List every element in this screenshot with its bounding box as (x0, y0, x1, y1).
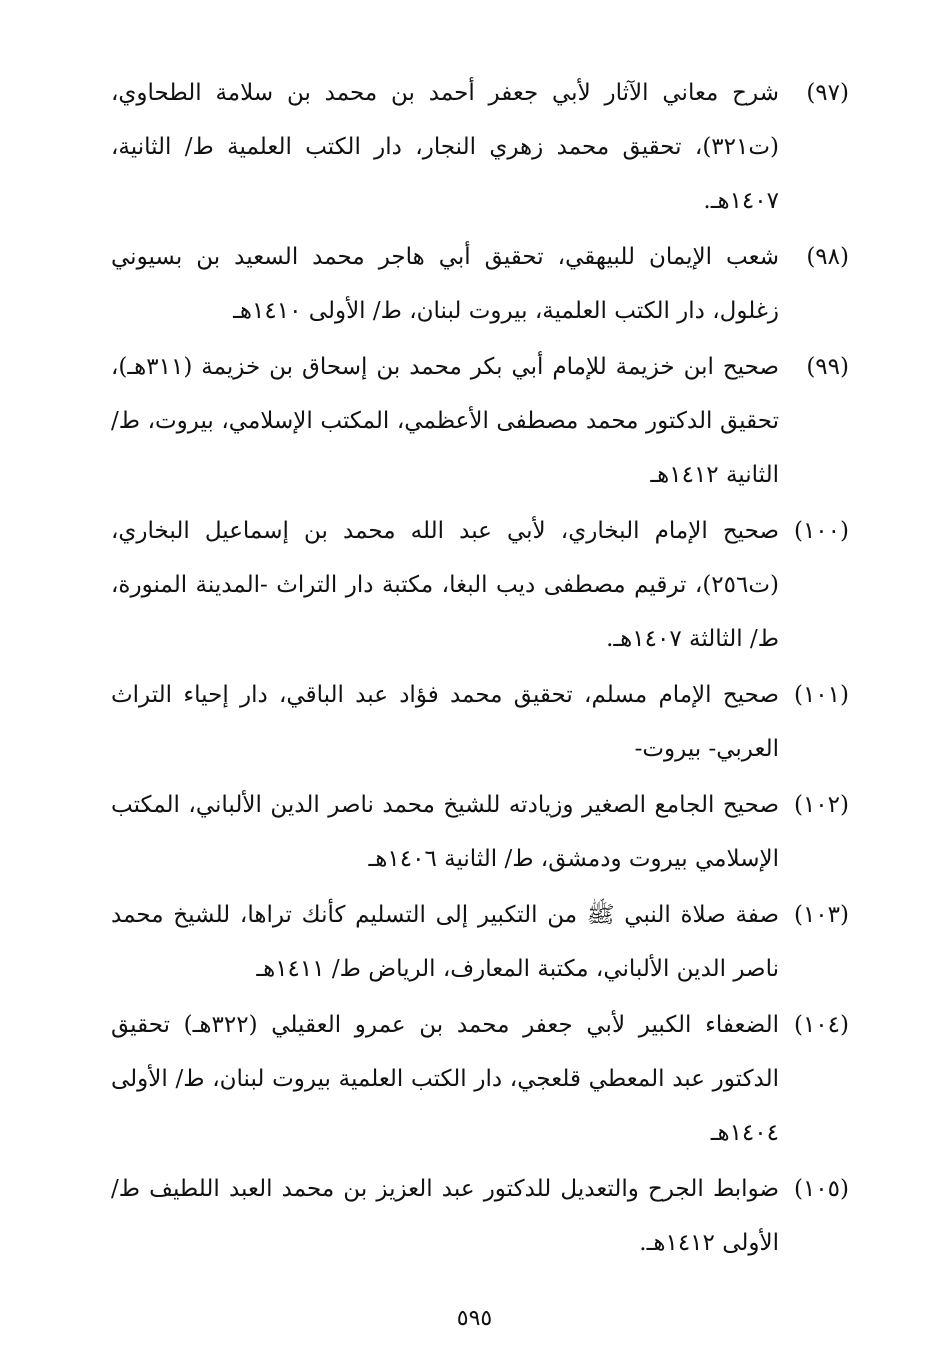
reference-number: (٩٩) (806, 354, 849, 380)
reference-number: (١٠١) (793, 682, 849, 708)
reference-item (111, 888, 849, 996)
reference-text: شعب الإيمان للبيهقي، تحقيق أبي هاجر محمد السعيد بن بسيوني زغلول، دار الكتب العلمية، بيروت لبنان، ط/ الأولى ١٤١٠هـ (111, 244, 779, 324)
reference-number: (١٠٣) (793, 902, 849, 928)
reference-number: (١٠٠) (793, 518, 849, 544)
page-number: ٥٩٥ (456, 1306, 493, 1331)
reference-item (111, 504, 849, 666)
reference-item (111, 668, 849, 776)
reference-text: صحيح الإمام البخاري، لأبي عبد الله محمد بن إسماعيل البخاري، (ت٢٥٦)، ترقيم مصطفى ديب البغا، مكتبة دار التراث -المدينة المنورة، ط/ الثالثة ١٤٠٧هـ. (111, 518, 779, 652)
reference-item (111, 66, 849, 228)
reference-text: ضوابط الجرح والتعديل للدكتور عبد العزيز بن محمد العبد اللطيف ط/ الأولى ١٤١٢هـ. (111, 1176, 779, 1256)
reference-text: صحيح ابن خزيمة للإمام أبي بكر محمد بن إسحاق بن خزيمة (٣١١هـ)، تحقيق الدكتور محمد مصطفى الأعظمي، المكتب الإسلامي، بيروت، ط/ الثانية ١٤١٢هـ (111, 354, 779, 488)
reference-item (111, 998, 849, 1160)
reference-text: صحيح الإمام مسلم، تحقيق محمد فؤاد عبد الباقي، دار إحياء التراث العربي- بيروت- (111, 682, 779, 762)
reference-number: (٩٧) (806, 80, 849, 106)
reference-text: صفة صلاة النبي ﷺ من التكبير إلى التسليم كأنك تراها، للشيخ محمد ناصر الدين الألباني، مكتبة المعارف، الرياض ط/ ١٤١١هـ (111, 902, 779, 982)
reference-text: شرح معاني الآثار لأبي جعفر أحمد بن محمد بن سلامة الطحاوي، (ت٣٢١)، تحقيق محمد زهري النجار، دار الكتب العلمية ط/ الثانية، ١٤٠٧هـ. (111, 80, 779, 214)
reference-item (111, 340, 849, 502)
reference-number: (٩٨) (806, 244, 849, 270)
reference-text: الضعفاء الكبير لأبي جعفر محمد بن عمرو العقيلي (٣٢٢هـ) تحقيق الدكتور عبد المعطي قلعجي، دار الكتب العلمية بيروت لبنان، ط/ الأولى ١٤٠٤هـ (111, 1012, 779, 1146)
reference-item (111, 1162, 849, 1270)
reference-item (111, 230, 849, 338)
reference-item (111, 778, 849, 886)
reference-text: صحيح الجامع الصغير وزيادته للشيخ محمد ناصر الدين الألباني، المكتب الإسلامي بيروت ودمشق، ط/ الثانية ١٤٠٦هـ (111, 792, 779, 872)
reference-number: (١٠٤) (793, 1012, 849, 1038)
reference-number: (١٠٢) (793, 792, 849, 818)
reference-number: (١٠٥) (793, 1176, 849, 1202)
references-list (111, 66, 849, 1272)
